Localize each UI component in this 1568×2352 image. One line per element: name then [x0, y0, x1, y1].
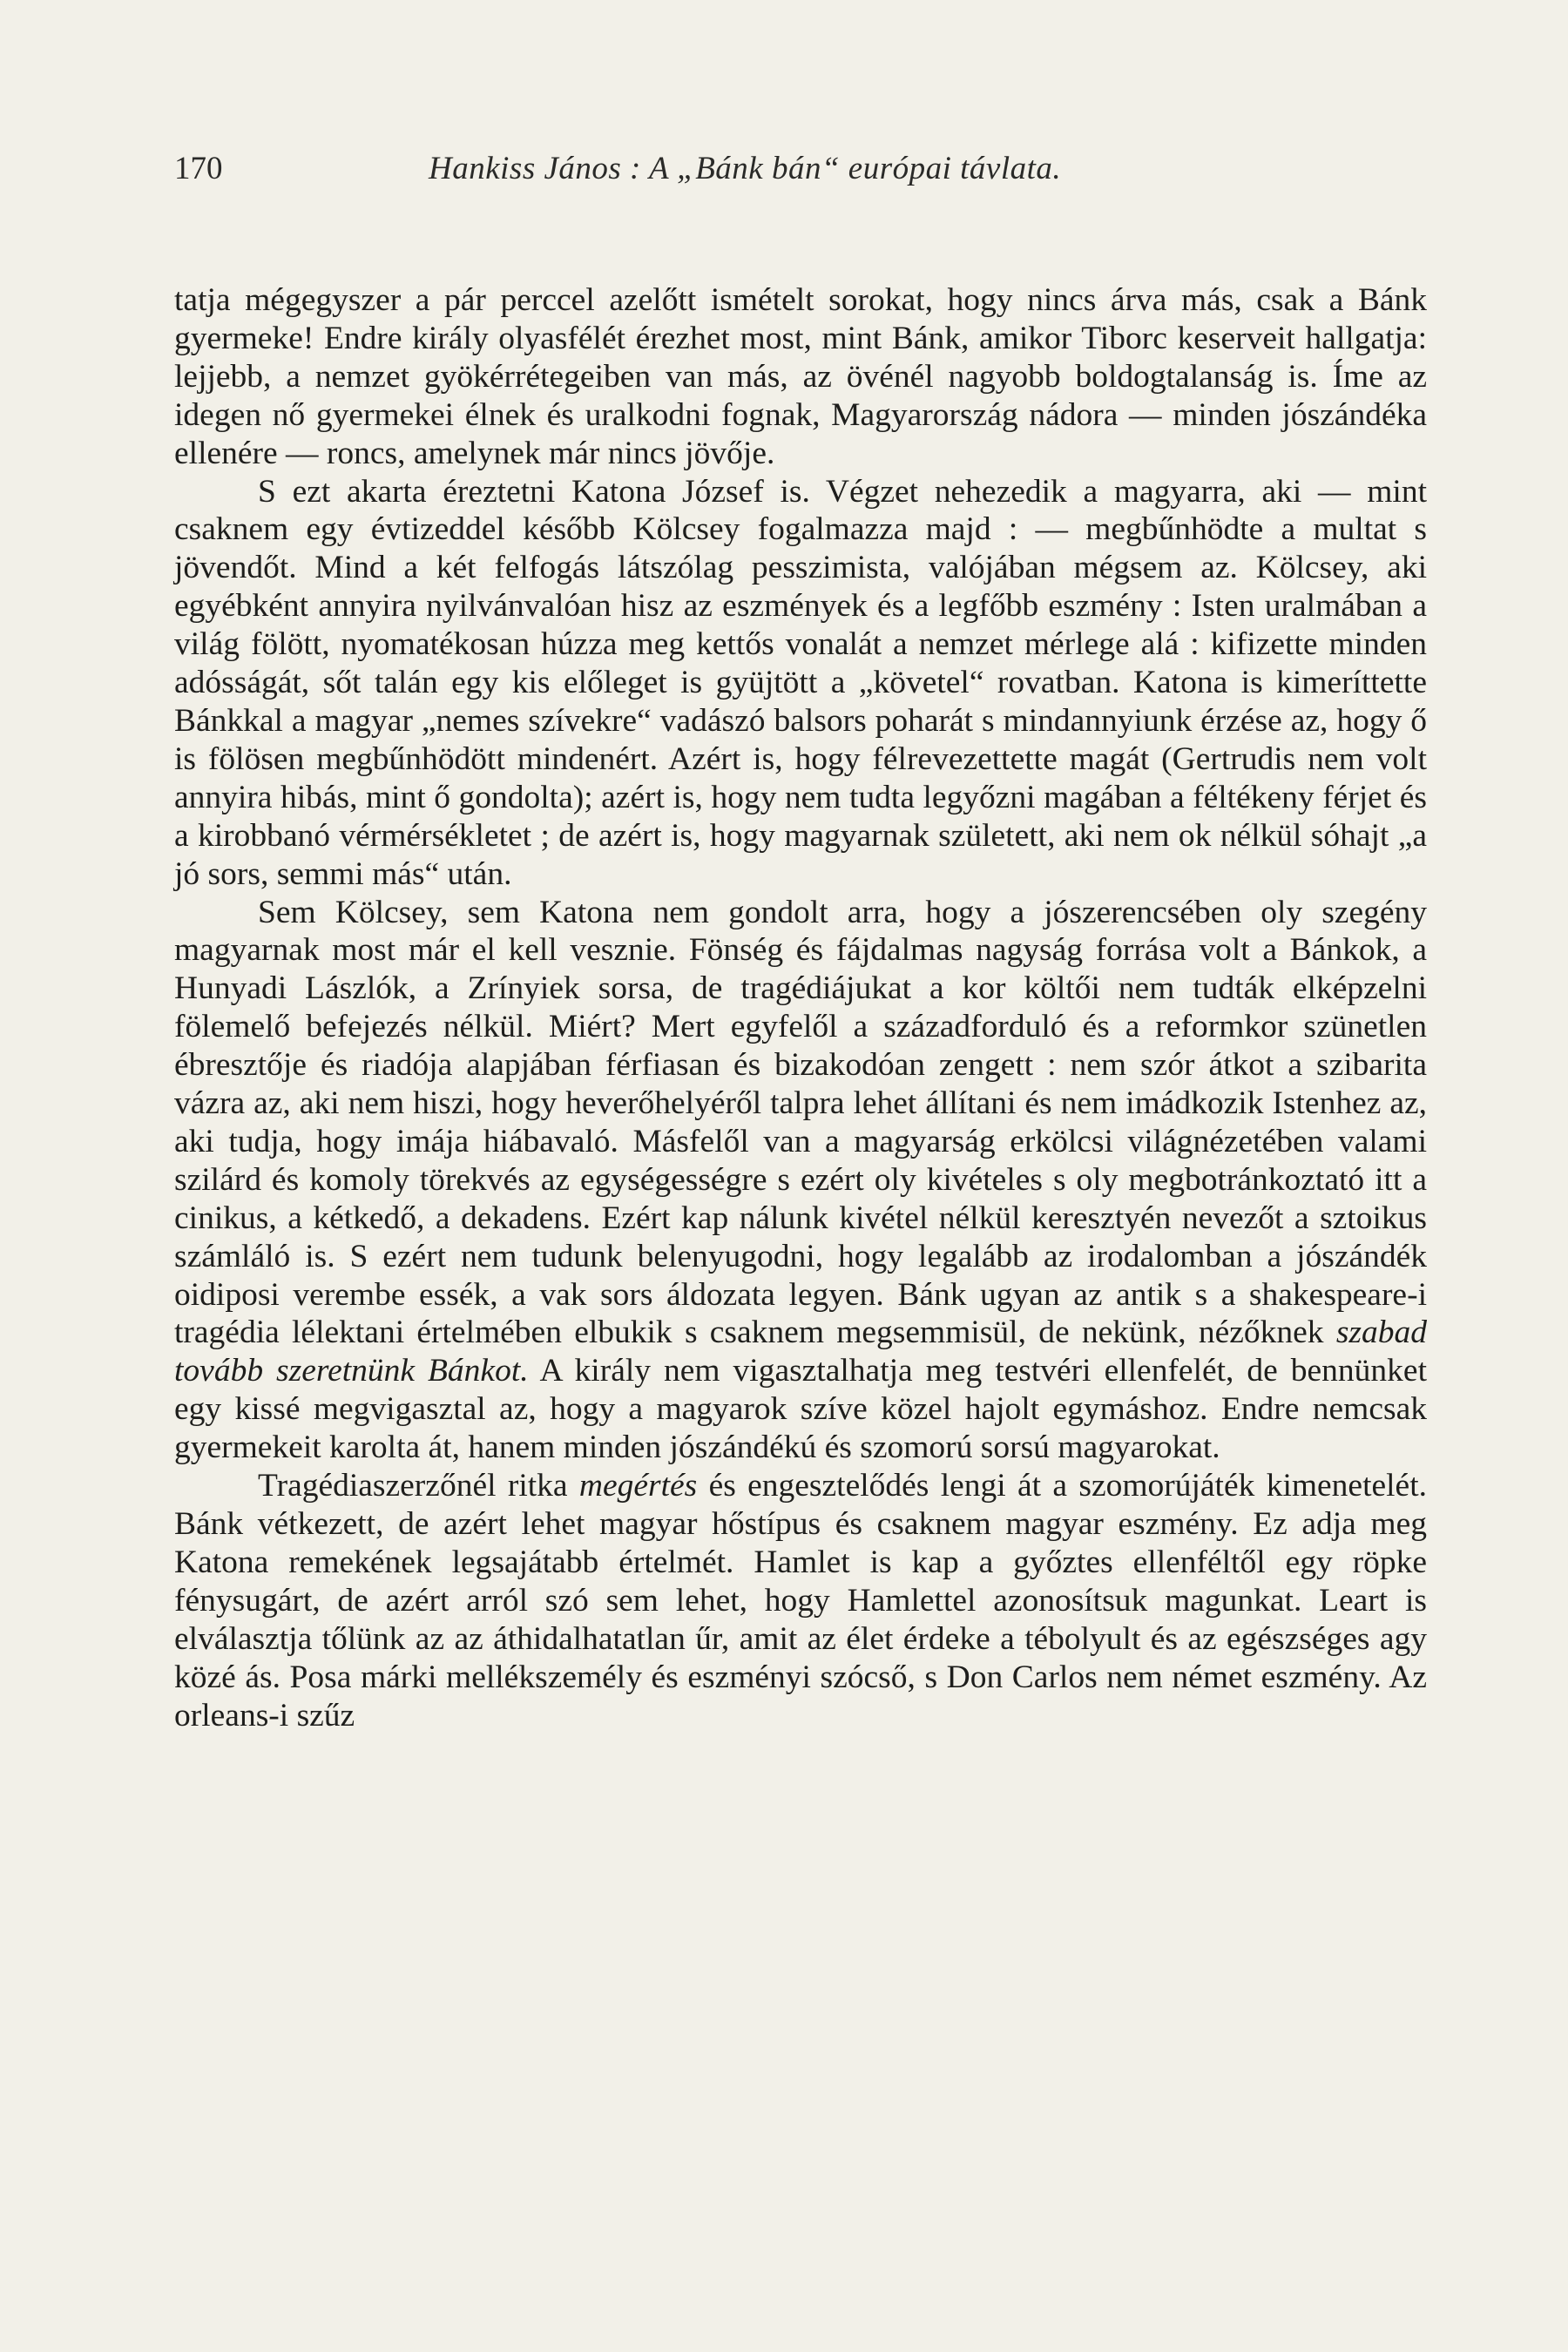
paragraph-3-emphasis: szabad tovább szeretnünk Bánkot. — [174, 1315, 1427, 1389]
paragraph-4-text-a: Tragédiaszerzőnél ritka — [258, 1468, 579, 1504]
body-text — [174, 281, 1427, 1734]
paragraph-1 — [174, 281, 1427, 473]
paragraph-2 — [174, 473, 1427, 894]
paragraph-3 — [174, 894, 1427, 1468]
paragraph-2-text: S ezt akarta éreztetni Katona József is. Végzet nehezedik a magyarra, aki — mint csaknem egy évtizeddel később Kölcsey fogalmazza majd : — megbűnhödte a multat s jövendőt. Mind a két felfogás látszólag pesszimista, valójában mégsem az. Kölcsey, aki egyébként annyira nyilvánvalóan hisz az eszmények és a legfőbb eszmény : Isten uralmában a világ fölött, nyomatékosan húzza meg kettős vonalát a nemzet mérlege alá : kifizette minden adósságát, sőt talán egy kis előleget is gyüjtött a „követel“ rovatban. Katona is kimeríttette Bánkkal a magyar „nemes szívekre“ vadászó balsors poharát s mindannyiunk érzése az, hogy ő is fölösen megbűnhödött mindenért. Azért is, hogy félrevezettette magát (Gertrudis nem volt annyira hibás, mint ő gondolta); azért is, hogy nem tudta legyőzni magában a féltékeny férjet és a kirobbanó vérmérsékletet ; de azért is, hogy magyarnak született, aki nem ok nélkül sóhajt „a jó sors, semmi más“ után. — [174, 473, 1427, 892]
paragraph-4 — [174, 1467, 1427, 1734]
running-header — [174, 150, 1429, 199]
paragraph-3-text-a: Sem Kölcsey, sem Katona nem gondolt arra, hogy a jószerencsében oly szegény magyarnak most már el kell vesznie. Fönség és fájdalmas nagyság forrása volt a Bánkok, a Hunyadi Lászlók, a Zrínyiek sorsa, de tragédiájukat a kor költői nem tudták elképzelni fölemelő befejezés nélkül. Miért? Mert egyfelől a századforduló és a reformkor szünetlen ébresztője és riadója alapjában férfiasan és bizakodóan zengett : nem szór átkot a szibarita vázra az, aki nem hiszi, hogy heverőhelyéről talpra lehet állítani és nem imádkozik Istenhez az, aki tudja, hogy imája hiábavaló. Másfelől van a magyarság erkölcsi világnézetében valami szilárd és komoly törekvés az egységességre s ezért oly kivételes s oly megbotránkoztató itt a cinikus, a kétkedő, a dekadens. Ezért kap nálunk kivétel nélkül keresztyén nevezőt a sztoikus számláló is. S ezért nem tudunk belenyugodni, hogy legalább az irodalomban a jószándék oidiposi verembe essék, a vak sors áldozata legyen. Bánk ugyan az antik s a shakespeare-i tragédia lélektani értelmében elbukik s csaknem megsemmisül, de nekünk, nézőknek — [174, 894, 1427, 1351]
page-number: 170 — [174, 151, 223, 186]
paragraph-3-text-b: A király nem vigasztalhatja meg testvéri ellenfelét, de bennünket egy kissé megvigasztal az, hogy a magyarok szíve közel hajolt egymáshoz. Endre nemcsak gyermekeit karolta át, hanem minden jószándékú és szomorú sorsú magyarokat. — [174, 1353, 1427, 1466]
paragraph-1-text: tatja mégegyszer a pár perccel azelőtt ismételt sorokat, hogy nincs árva más, csak a Bánk gyermeke! Endre király olyasfélét érezhet most, mint Bánk, amikor Tiborc keserveit hallgatja: lejjebb, a nemzet gyökérrétegeiben van más, az övénél nagyobb boldogtalanság is. Íme az idegen nő gyermekei élnek és uralkodni fognak, Magyarország nádora — minden jószándéka ellenére — roncs, amelynek már nincs jövője. — [174, 282, 1427, 471]
paragraph-4-emphasis: megértés — [578, 1468, 698, 1504]
running-title: Hankiss János : A „Bánk bán“ európai távlata. — [429, 151, 1062, 186]
paragraph-4-text-b: és engesztelődés lengi át a szomorújáték kimenetelét. Bánk vétkezett, de azért lehet magyar hőstípus és csaknem magyar eszmény. Ez adja meg Katona remekének legsajátabb értelmét. Hamlet is kap a győztes ellenféltől egy röpke fénysugárt, de azért arról szó sem lehet, hogy Hamlettel azonosítsuk magunkat. Leart is elválasztja tőlünk az az áthidalhatatlan űr, amit az élet érdeke a tébolyult és az egészséges agy közé ás. Posa márki mellékszemély és eszményi szócső, s Don Carlos nem német eszmény. Az orleans-i szűz — [174, 1468, 1427, 1734]
